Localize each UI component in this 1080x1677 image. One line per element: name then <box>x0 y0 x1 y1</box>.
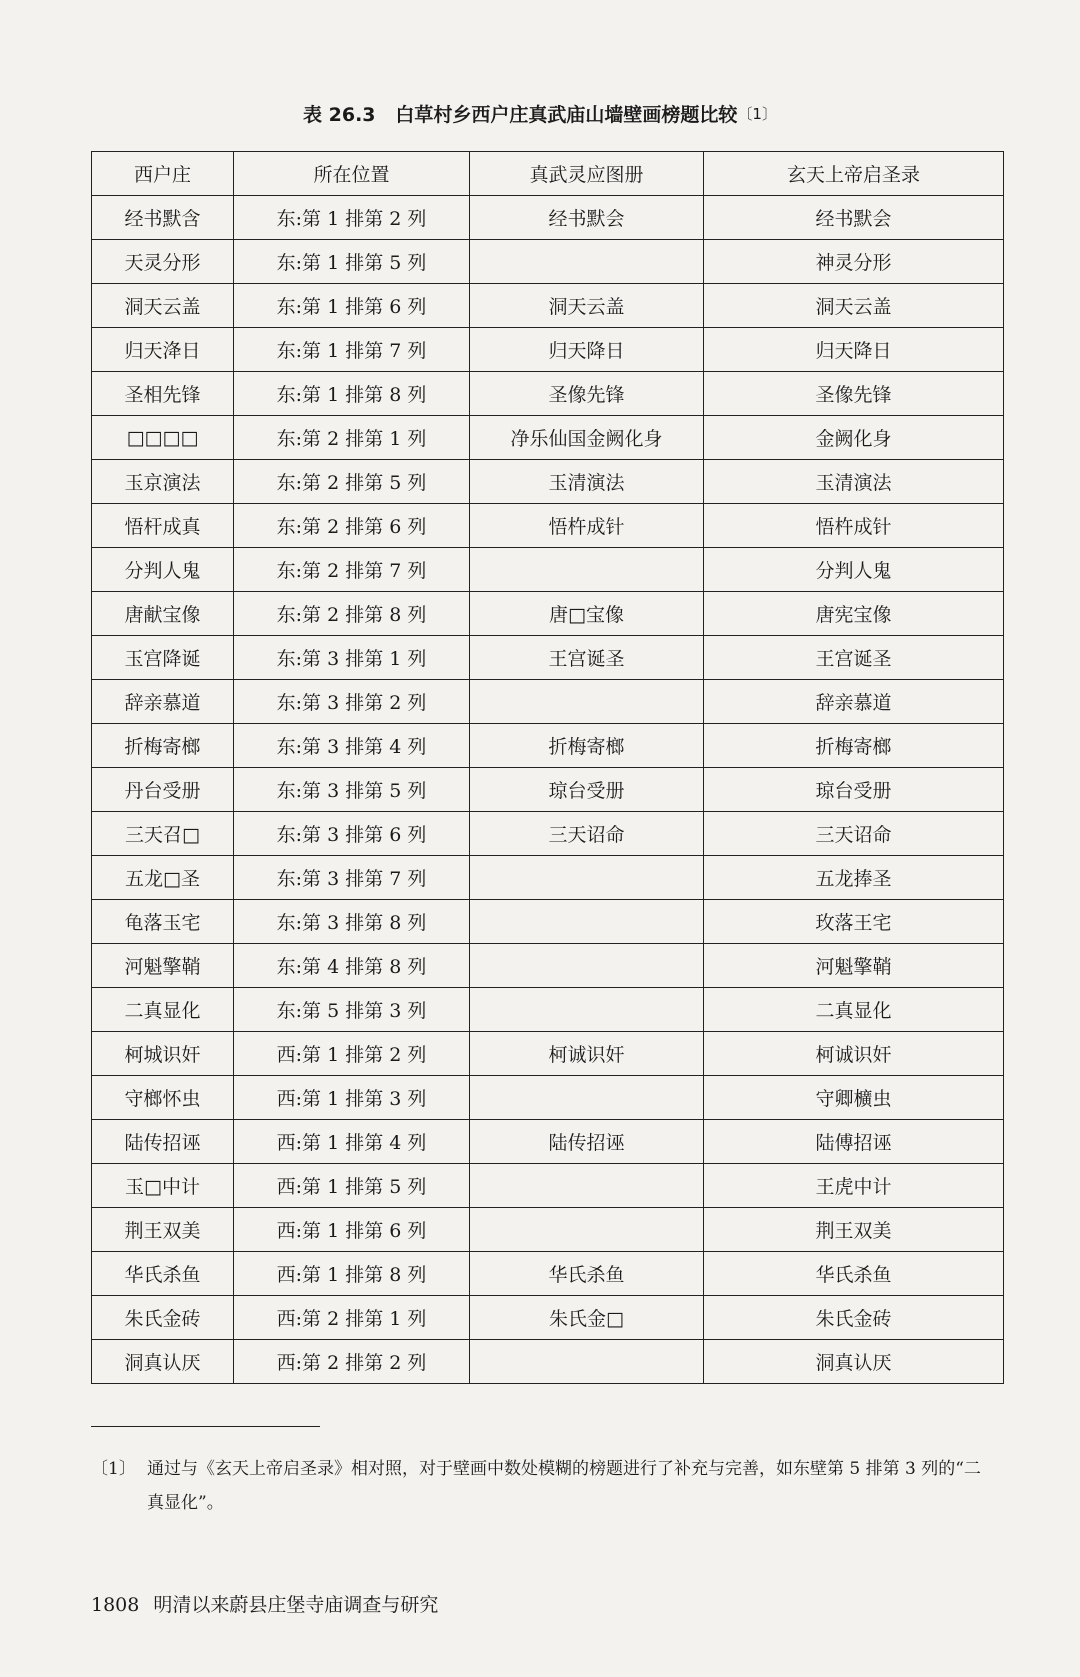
cell-zhenwu-album <box>470 944 704 988</box>
cell-zhenwu-album <box>470 1076 704 1120</box>
table-row <box>92 1208 1004 1252</box>
cell-location: 东:第 2 排第 5 列 <box>234 460 470 504</box>
cell-xihuzhuang: 守榔怀虫 <box>92 1076 234 1120</box>
table-row <box>92 240 1004 284</box>
comparison-table <box>91 151 1004 1384</box>
cell-qishenglu: 玉清演法 <box>704 460 1004 504</box>
table-row <box>92 856 1004 900</box>
cell-xihuzhuang: 悟杆成真 <box>92 504 234 548</box>
cell-zhenwu-album: 洞天云盖 <box>470 284 704 328</box>
cell-zhenwu-album: 陆传招诬 <box>470 1120 704 1164</box>
cell-xihuzhuang: 玉□中计 <box>92 1164 234 1208</box>
cell-location: 东:第 4 排第 8 列 <box>234 944 470 988</box>
cell-zhenwu-album: 悟杵成针 <box>470 504 704 548</box>
footnote-divider <box>91 1426 320 1427</box>
cell-qishenglu: 洞天云盖 <box>704 284 1004 328</box>
cell-qishenglu: 荆王双美 <box>704 1208 1004 1252</box>
cell-xihuzhuang: 玉京演法 <box>92 460 234 504</box>
cell-zhenwu-album: 柯诚识奸 <box>470 1032 704 1076</box>
table-header-row <box>92 152 1004 196</box>
table-row <box>92 768 1004 812</box>
cell-qishenglu: 玫落王宅 <box>704 900 1004 944</box>
footnote-mark: 〔1〕 <box>91 1459 136 1479</box>
table-row <box>92 328 1004 372</box>
cell-location: 东:第 2 排第 6 列 <box>234 504 470 548</box>
cell-xihuzhuang: 河魁擎鞘 <box>92 944 234 988</box>
cell-location: 东:第 5 排第 3 列 <box>234 988 470 1032</box>
cell-location: 西:第 1 排第 3 列 <box>234 1076 470 1120</box>
table-row <box>92 196 1004 240</box>
cell-qishenglu: 柯诚识奸 <box>704 1032 1004 1076</box>
cell-qishenglu: 王宫诞圣 <box>704 636 1004 680</box>
header-qishenglu: 玄天上帝启圣录 <box>704 152 1004 196</box>
cell-xihuzhuang: 丹台受册 <box>92 768 234 812</box>
cell-zhenwu-album: 归天降日 <box>470 328 704 372</box>
cell-location: 东:第 3 排第 5 列 <box>234 768 470 812</box>
cell-xihuzhuang: 圣相先锋 <box>92 372 234 416</box>
cell-location: 东:第 3 排第 1 列 <box>234 636 470 680</box>
footnote <box>91 1452 1003 1520</box>
table-row <box>92 548 1004 592</box>
cell-zhenwu-album: 王宫诞圣 <box>470 636 704 680</box>
cell-location: 东:第 1 排第 5 列 <box>234 240 470 284</box>
cell-location: 东:第 3 排第 8 列 <box>234 900 470 944</box>
cell-qishenglu: 神灵分形 <box>704 240 1004 284</box>
caption-footnote-ref[interactable]: 〔1〕 <box>737 105 777 123</box>
cell-xihuzhuang: 洞真认厌 <box>92 1340 234 1384</box>
table-row <box>92 1340 1004 1384</box>
table-row <box>92 636 1004 680</box>
table-row <box>92 680 1004 724</box>
table-row <box>92 460 1004 504</box>
table-row <box>92 284 1004 328</box>
cell-location: 东:第 3 排第 7 列 <box>234 856 470 900</box>
cell-qishenglu: 琼台受册 <box>704 768 1004 812</box>
cell-qishenglu: 唐宪宝像 <box>704 592 1004 636</box>
footnote-line-2: 真显化”。 <box>147 1493 224 1513</box>
cell-xihuzhuang: 辞亲慕道 <box>92 680 234 724</box>
cell-zhenwu-album: 唐□宝像 <box>470 592 704 636</box>
cell-xihuzhuang: 朱氏金砖 <box>92 1296 234 1340</box>
cell-location: 东:第 1 排第 7 列 <box>234 328 470 372</box>
cell-location: 东:第 3 排第 2 列 <box>234 680 470 724</box>
table-row <box>92 988 1004 1032</box>
cell-zhenwu-album <box>470 680 704 724</box>
cell-xihuzhuang: 分判人鬼 <box>92 548 234 592</box>
cell-qishenglu: 圣像先锋 <box>704 372 1004 416</box>
table-row <box>92 1252 1004 1296</box>
cell-zhenwu-album <box>470 240 704 284</box>
table-row <box>92 812 1004 856</box>
book-title: 明清以来蔚县庄堡寺庙调查与研究 <box>153 1594 439 1616</box>
cell-zhenwu-album: 三天诏命 <box>470 812 704 856</box>
cell-zhenwu-album <box>470 900 704 944</box>
table-row <box>92 416 1004 460</box>
caption-label: 表 26.3 <box>303 104 376 126</box>
cell-xihuzhuang: □□□□ <box>92 416 234 460</box>
cell-zhenwu-album: 净乐仙国金阙化身 <box>470 416 704 460</box>
cell-location: 东:第 2 排第 1 列 <box>234 416 470 460</box>
table-row <box>92 944 1004 988</box>
table-row <box>92 1164 1004 1208</box>
cell-xihuzhuang: 天灵分形 <box>92 240 234 284</box>
cell-xihuzhuang: 玉宫降诞 <box>92 636 234 680</box>
table-body <box>92 196 1004 1384</box>
cell-qishenglu: 归天降日 <box>704 328 1004 372</box>
cell-qishenglu: 五龙捧圣 <box>704 856 1004 900</box>
table-row <box>92 724 1004 768</box>
cell-location: 东:第 1 排第 8 列 <box>234 372 470 416</box>
table-row <box>92 1120 1004 1164</box>
page-number: 1808 <box>91 1594 140 1616</box>
cell-location: 西:第 1 排第 2 列 <box>234 1032 470 1076</box>
cell-qishenglu: 分判人鬼 <box>704 548 1004 592</box>
cell-qishenglu: 华氏杀鱼 <box>704 1252 1004 1296</box>
cell-zhenwu-album <box>470 548 704 592</box>
cell-location: 西:第 2 排第 2 列 <box>234 1340 470 1384</box>
cell-xihuzhuang: 唐献宝像 <box>92 592 234 636</box>
cell-qishenglu: 河魁擎鞘 <box>704 944 1004 988</box>
cell-qishenglu: 洞真认厌 <box>704 1340 1004 1384</box>
cell-xihuzhuang: 陆传招诬 <box>92 1120 234 1164</box>
table-row <box>92 900 1004 944</box>
cell-zhenwu-album: 华氏杀鱼 <box>470 1252 704 1296</box>
cell-xihuzhuang: 洞天云盖 <box>92 284 234 328</box>
cell-xihuzhuang: 龟落玉宅 <box>92 900 234 944</box>
cell-location: 东:第 1 排第 2 列 <box>234 196 470 240</box>
cell-zhenwu-album: 折梅寄榔 <box>470 724 704 768</box>
table-caption <box>0 100 1080 127</box>
table-row <box>92 1076 1004 1120</box>
header-xihuzhuang: 西户庄 <box>92 152 234 196</box>
cell-location: 东:第 2 排第 7 列 <box>234 548 470 592</box>
cell-location: 东:第 1 排第 6 列 <box>234 284 470 328</box>
cell-qishenglu: 金阙化身 <box>704 416 1004 460</box>
cell-zhenwu-album <box>470 1340 704 1384</box>
cell-qishenglu: 陆傅招诬 <box>704 1120 1004 1164</box>
table-row <box>92 1296 1004 1340</box>
header-location: 所在位置 <box>234 152 470 196</box>
caption-title: 白草村乡西户庄真武庙山墙壁画榜题比较 <box>395 104 738 126</box>
cell-zhenwu-album: 圣像先锋 <box>470 372 704 416</box>
cell-xihuzhuang: 华氏杀鱼 <box>92 1252 234 1296</box>
cell-qishenglu: 经书默会 <box>704 196 1004 240</box>
cell-qishenglu: 辞亲慕道 <box>704 680 1004 724</box>
cell-qishenglu: 守卿櫎虫 <box>704 1076 1004 1120</box>
cell-zhenwu-album <box>470 1164 704 1208</box>
cell-qishenglu: 王虎中计 <box>704 1164 1004 1208</box>
table-row <box>92 592 1004 636</box>
cell-xihuzhuang: 五龙□圣 <box>92 856 234 900</box>
cell-xihuzhuang: 二真显化 <box>92 988 234 1032</box>
cell-zhenwu-album: 朱氏金□ <box>470 1296 704 1340</box>
cell-zhenwu-album: 经书默会 <box>470 196 704 240</box>
cell-xihuzhuang: 折梅寄榔 <box>92 724 234 768</box>
cell-location: 西:第 1 排第 6 列 <box>234 1208 470 1252</box>
cell-zhenwu-album: 琼台受册 <box>470 768 704 812</box>
cell-xihuzhuang: 柯城识奸 <box>92 1032 234 1076</box>
cell-qishenglu: 折梅寄榔 <box>704 724 1004 768</box>
cell-zhenwu-album: 玉清演法 <box>470 460 704 504</box>
cell-qishenglu: 朱氏金砖 <box>704 1296 1004 1340</box>
cell-location: 西:第 1 排第 5 列 <box>234 1164 470 1208</box>
table-row <box>92 1032 1004 1076</box>
cell-xihuzhuang: 荆王双美 <box>92 1208 234 1252</box>
cell-location: 西:第 1 排第 4 列 <box>234 1120 470 1164</box>
cell-qishenglu: 三天诏命 <box>704 812 1004 856</box>
cell-location: 西:第 1 排第 8 列 <box>234 1252 470 1296</box>
cell-zhenwu-album <box>470 988 704 1032</box>
cell-location: 东:第 3 排第 6 列 <box>234 812 470 856</box>
cell-qishenglu: 悟杵成针 <box>704 504 1004 548</box>
cell-xihuzhuang: 归天洚日 <box>92 328 234 372</box>
table-row <box>92 504 1004 548</box>
cell-location: 西:第 2 排第 1 列 <box>234 1296 470 1340</box>
table-row <box>92 372 1004 416</box>
cell-xihuzhuang: 三天召□ <box>92 812 234 856</box>
cell-qishenglu: 二真显化 <box>704 988 1004 1032</box>
page-footer <box>91 1590 438 1617</box>
cell-location: 东:第 2 排第 8 列 <box>234 592 470 636</box>
cell-xihuzhuang: 经书默含 <box>92 196 234 240</box>
cell-zhenwu-album <box>470 1208 704 1252</box>
cell-zhenwu-album <box>470 856 704 900</box>
cell-location: 东:第 3 排第 4 列 <box>234 724 470 768</box>
header-zhenwu-album: 真武灵应图册 <box>470 152 704 196</box>
footnote-line-1: 通过与《玄天上帝启圣录》相对照，对于壁画中数处模糊的榜题进行了补充与完善，如东壁第 5 排第 3 列的“二 <box>147 1459 981 1479</box>
